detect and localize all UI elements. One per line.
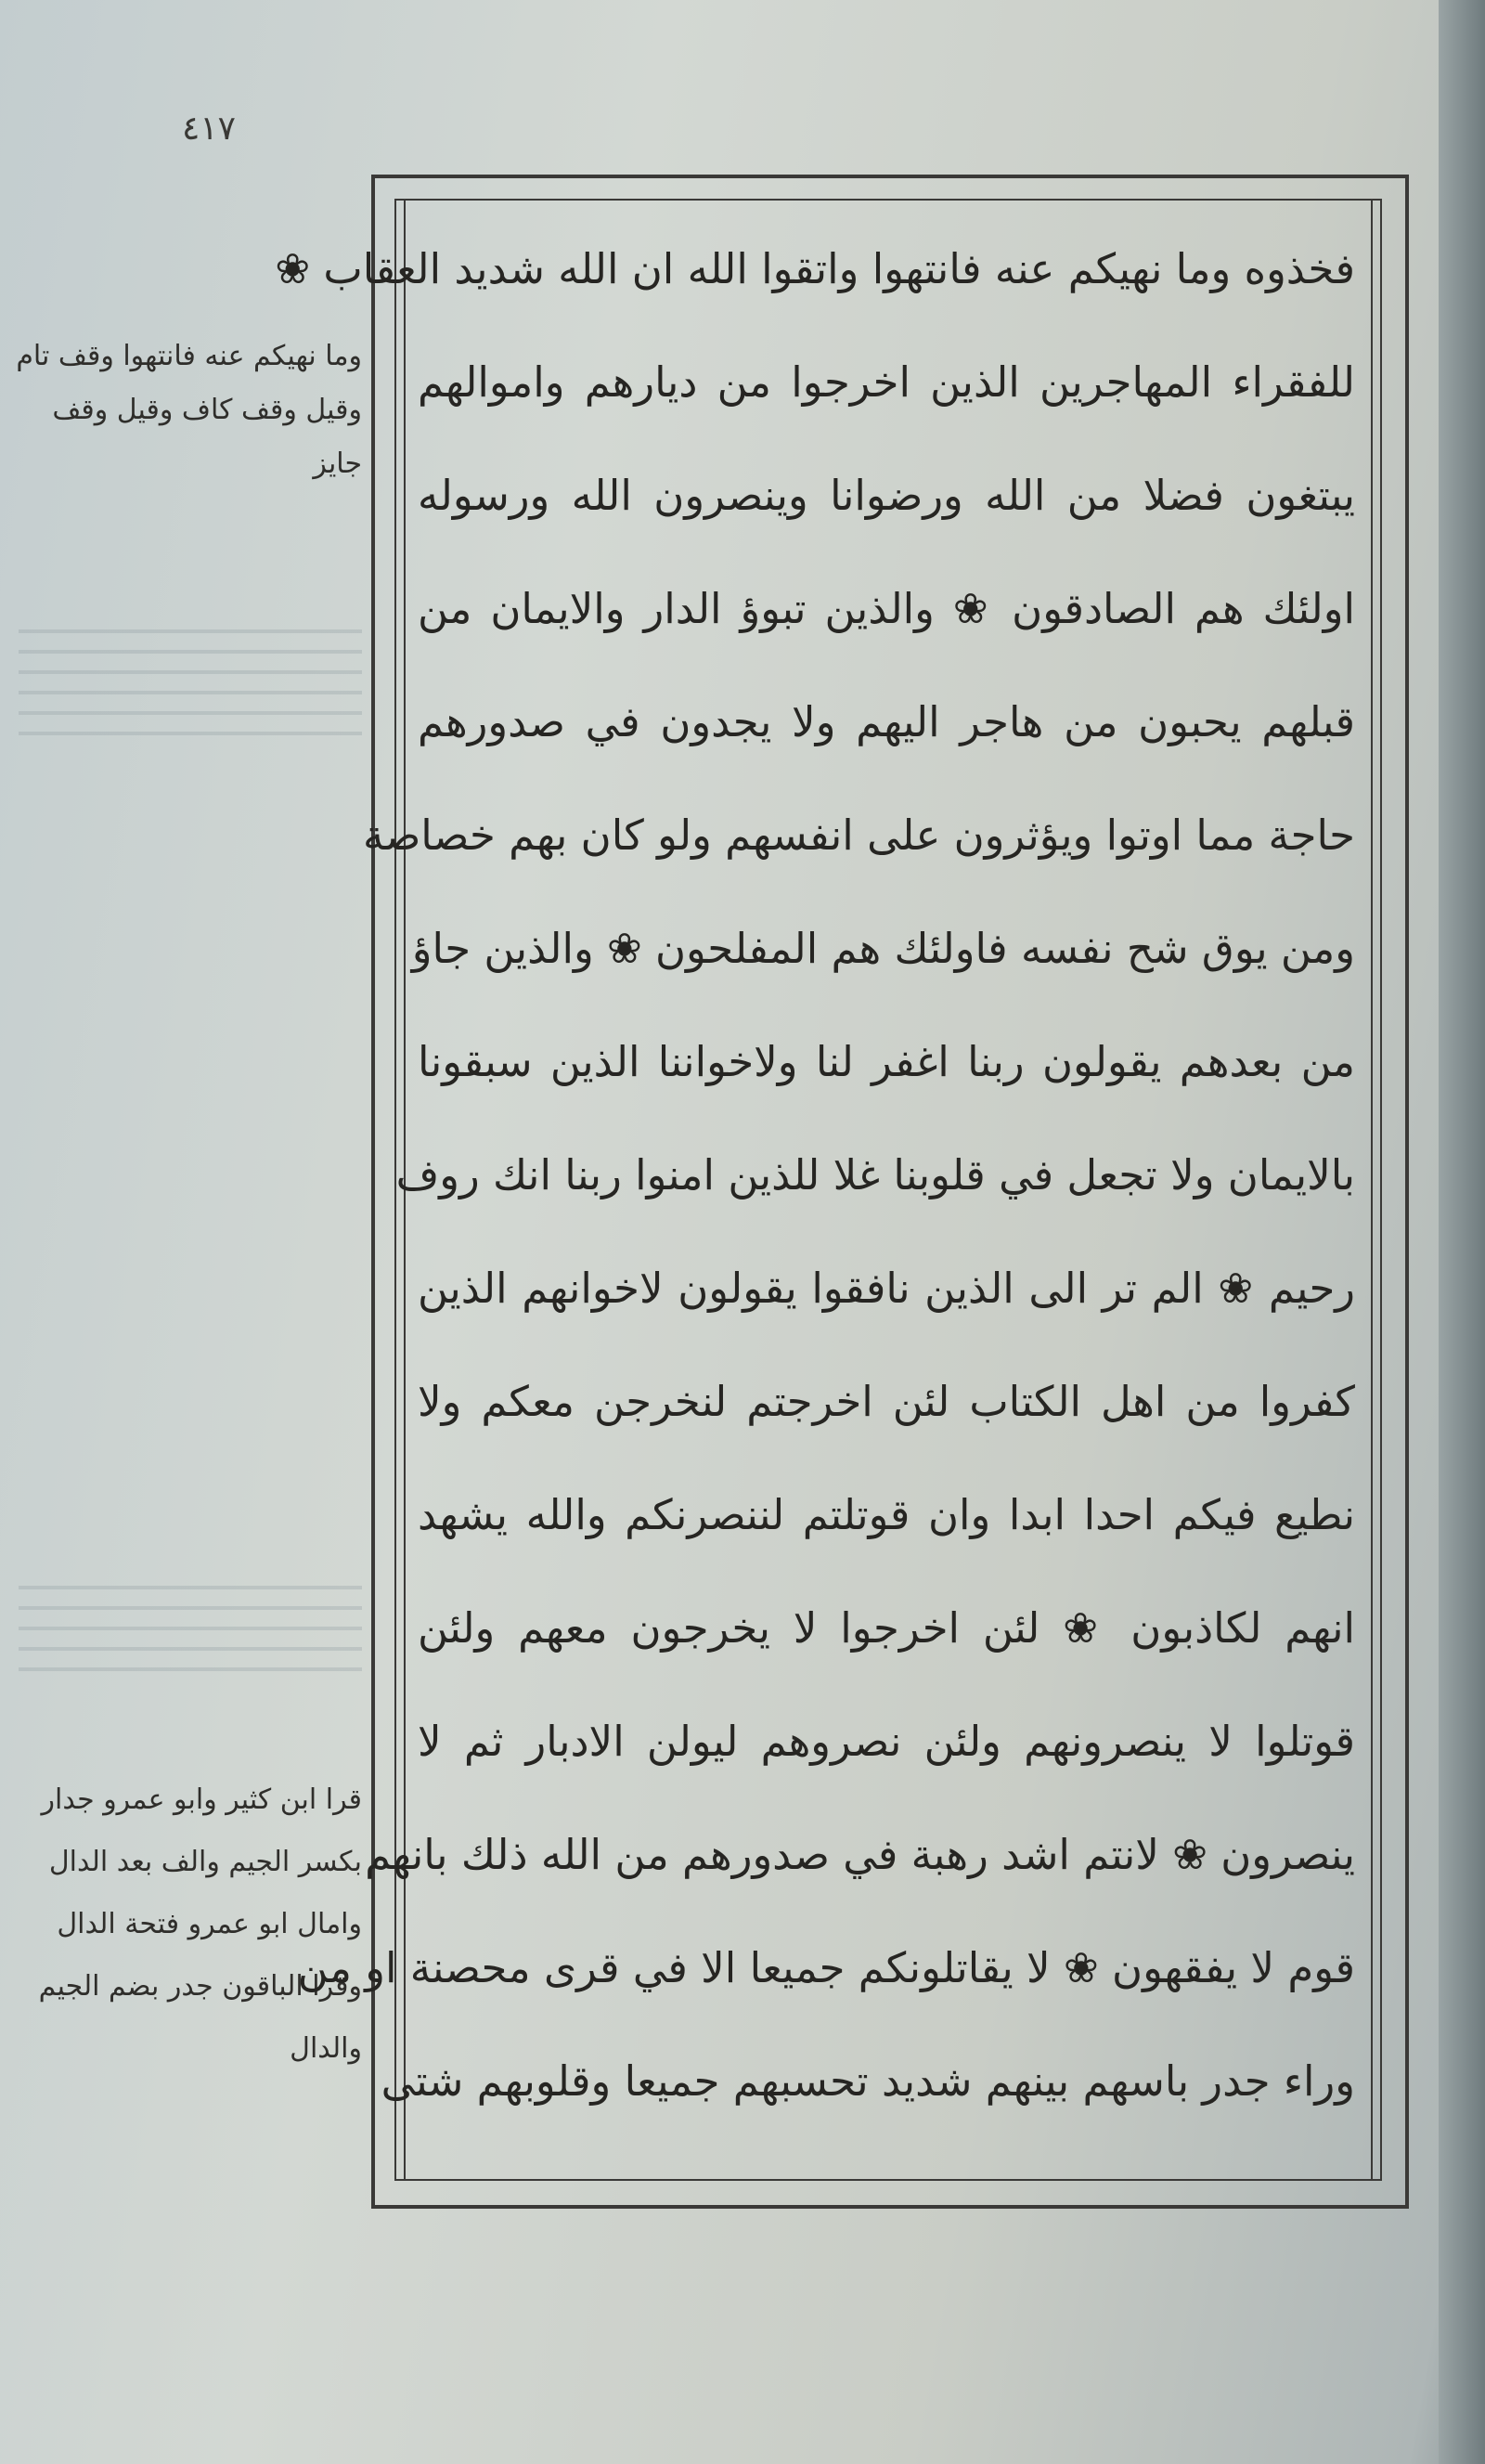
verse-line: نطيع فيكم احدا ابدا وان قوتلتم لننصرنكم والله يشهد [418, 1490, 1355, 1539]
verse-line: وراء جدر باسهم بينهم شديد تحسبهم جميعا وقلوبهم شتى [381, 2056, 1355, 2106]
verse-line: حاجة مما اوتوا ويؤثرون على انفسهم ولو كان بهم خصاصة [362, 811, 1355, 860]
margin-note-bottom [28, 1769, 362, 2080]
book-gutter [1439, 0, 1485, 2464]
bleed-through-text [19, 613, 362, 752]
verse-line: بالايمان ولا تجعل في قلوبنا غلا للذين امنوا ربنا انك روف [395, 1150, 1355, 1200]
margin-note-line: وامال ابو عمرو فتحة الدال [57, 1908, 362, 1940]
margin-note-line: وما نهيكم عنه فانتهوا وقف تام [16, 340, 362, 372]
verse-line: كفروا من اهل الكتاب لئن اخرجتم لنخرجن معكم ولا [418, 1377, 1355, 1426]
bleed-through-text [19, 1569, 362, 1671]
verse-line: اولئك هم الصادقون ❀ والذين تبوؤ الدار والايمان من [418, 584, 1355, 633]
verse-line: يبتغون فضلا من الله ورضوانا وينصرون الله ورسوله [418, 471, 1355, 520]
verse-line: ينصرون ❀ لانتم اشد رهبة في صدورهم من الله ذلك بانهم [365, 1830, 1355, 1879]
margin-note-line: وقرا الباقون جدر بضم الجيم [38, 1970, 362, 2003]
margin-note-line: قرا ابن كثير وابو عمرو جدار [41, 1783, 362, 1816]
verse-line: انهم لكاذبون ❀ لئن اخرجوا لا يخرجون معهم ولئن [418, 1603, 1355, 1653]
margin-note-line: والدال [290, 2032, 362, 2065]
margin-note-line: بكسر الجيم والف بعد الدال [48, 1846, 362, 1878]
page-number: ٤١٧ [182, 110, 237, 148]
margin-note-top [16, 330, 362, 491]
margin-note-line: وقيل وقف كاف وقيل وقف [52, 394, 362, 426]
verse-line: فخذوه وما نهيكم عنه فانتهوا واتقوا الله ان الله شديد العقاب ❀ [275, 244, 1355, 293]
margin-note-line: جايز [313, 447, 362, 480]
verse-line: من بعدهم يقولون ربنا اغفر لنا ولاخواننا الذين سبقونا [418, 1037, 1355, 1086]
verse-line: قوتلوا لا ينصرونهم ولئن نصروهم ليولن الادبار ثم لا [418, 1717, 1355, 1766]
verse-line: ومن يوق شح نفسه فاولئك هم المفلحون ❀ والذين جاؤ [411, 924, 1355, 973]
verse-line: رحيم ❀ الم تر الى الذين نافقوا يقولون لاخوانهم الذين [418, 1264, 1355, 1313]
verse-line: قبلهم يحبون من هاجر اليهم ولا يجدون في صدورهم [418, 697, 1355, 746]
verse-line: قوم لا يفقهون ❀ لا يقاتلونكم جميعا الا في قرى محصنة او من [297, 1943, 1355, 1992]
verse-line: للفقراء المهاجرين الذين اخرجوا من ديارهم واموالهم [418, 357, 1355, 407]
